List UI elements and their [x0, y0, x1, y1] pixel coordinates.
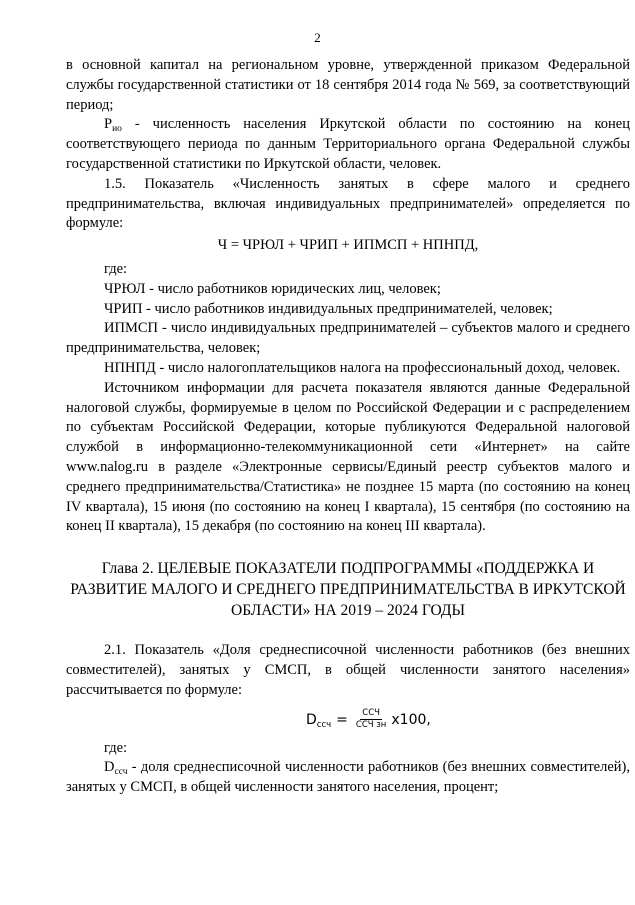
dssch-symbol: D	[104, 759, 115, 776]
page-number: 2	[314, 30, 321, 45]
paragraph-1-5: 1.5. Показатель «Численность занятых в сфере малого и среднего предпринимательства, включая индивидуальных предпринимателей» определяется по формуле:	[66, 175, 630, 232]
dssch-text: - доля среднесписочной численности работников (без внешних совместителей), занятых у СМСП, в общей численности занятого населения, процент;	[66, 759, 630, 796]
paragraph-continuation: в основной капитал на региональном уровне, утвержденной приказом Федеральной службы государственной статистики от 18 сентября 2014 года № 569, за соответствующий период;	[66, 57, 630, 113]
formula-2-fraction	[354, 708, 388, 731]
definition-chrip: ЧРИП - число работников индивидуальных предпринимателей, человек;	[104, 300, 553, 317]
p-io-text: численность населения Иркутской области по состоянию на конец соответствующего периода по данным Территориального органа Федеральной службы государственной статистики по Иркутской области, человек.	[66, 116, 630, 172]
chapter-heading: Глава 2. ЦЕЛЕВЫЕ ПОКАЗАТЕЛИ ПОДПРОГРАММЫ «ПОДДЕРЖКА И РАЗВИТИЕ МАЛОГО И СРЕДНЕГО ПРЕДПРИНИМАТЕЛЬСТВА В ИРКУТСКОЙ ОБЛАСТИ» НА 2019 – 2024 ГОДЫ	[70, 560, 626, 620]
formula-2-lhs-sub: ссч	[316, 719, 332, 730]
formula-1: Ч = ЧРЮЛ + ЧРИП + ИПМСП + НПНПД,	[217, 237, 479, 254]
formula-2-numerator: ССЧ	[362, 708, 380, 719]
where-label-2: где:	[104, 739, 128, 756]
formula-2-denominator: ССЧ зн	[355, 720, 387, 731]
definition-npnpd: НПНПД - число налогоплательщиков налога на профессиональный доход, человек.	[104, 359, 621, 376]
document-body	[66, 56, 630, 798]
definition-chryul: ЧРЮЛ - число работников юридических лиц, человек;	[104, 280, 441, 297]
source-paragraph: Источником информации для расчета показателя являются данные Федеральной налоговой службы, формируемые в целом по Российской Федерации и с распределением по субъектам Российской Федерации, которые публикуются Федеральной налоговой службой в информационно-телекоммуникационной сети «Интернет» на сайте www.nalog.ru в разделе «Электронные сервисы/Единый реестр субъектов малого и среднего предпринимательства/Статистика» не позднее 15 марта (по состоянию на конец IV квартала), 15 июня (по состоянию на конец I квартала), 15 сентября (по состоянию на конец II квартала), 15 декабря (по состоянию на конец III квартала).	[66, 379, 630, 535]
definition-ipmsp: ИПМСП - число индивидуальных предпринимателей – субъектов малого и среднего предпринимательства, человек;	[66, 320, 630, 357]
formula-2-lhs-symbol: D	[306, 711, 317, 728]
paragraph-2-1: 2.1. Показатель «Доля среднесписочной численности работников (без внешних совместителей), занятых у СМСП, в общей численности занятого населения» рассчитывается по формуле:	[66, 642, 630, 698]
p-io-symbol: P	[104, 116, 113, 133]
formula-2	[306, 701, 630, 739]
formula-2-equals: =	[336, 711, 348, 728]
where-label-1: где:	[104, 260, 128, 277]
paragraph-p-io	[66, 115, 630, 174]
formula-2-rhs: х100,	[391, 711, 431, 728]
p-io-subscript: ио	[112, 124, 122, 135]
definition-dssch	[66, 758, 630, 798]
p-io-dash: -	[121, 116, 153, 133]
dssch-subscript: ссч	[114, 767, 128, 778]
formula-2-lhs	[306, 712, 331, 728]
